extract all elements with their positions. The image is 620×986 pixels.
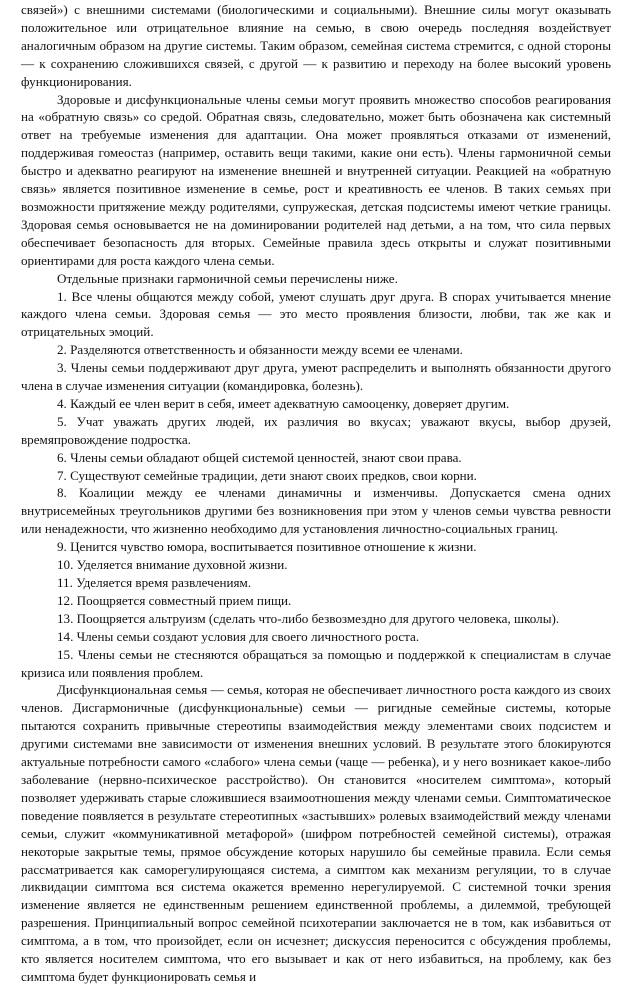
list-item-12: 12. Поощряется совместный прием пищи. bbox=[57, 592, 292, 608]
list-item-4: 4. Каждый ее член верит в себя, имеет адекватную самооценку, доверяет другим. bbox=[57, 395, 510, 411]
list-item-11: 11. Уделяется время развлечениям. bbox=[57, 575, 252, 590]
list-item-9: 9. Ценится чувство юмора, воспитывается позитивное отношение к жизни. bbox=[57, 539, 477, 555]
list-item-1: 1. Все члены общаются между собой, умеют слушать друг друга. В спорах учитывается мнение каждого члена семьи. Здоровая семья — это место проявления близости, любви, так же как и отрицательных эмоций. bbox=[21, 288, 611, 340]
paragraph-system-connections: связей») с внешними системами (биологическими и социальными). Внешние силы могут оказывать положительное или отрицательное влияние на семью, в свою очередь последняя воздействует аналогичным образом на другие системы. Таким образом, семейная система стремится, с одной стороны — к сохранению сложившихся связей, с другой — к развитию и переходу на более высокий уровень функционирования. bbox=[21, 2, 611, 89]
paragraph-dysfunctional-family: Дисфункциональная семья — семья, которая не обеспечивает личностного роста каждого из своих членов. Дисгармоничные (дисфункциональные) семьи — ригидные семейные системы, которые пытаются сохранить привычные стереотипы взаимодействия между элементами своих подсистем и другими системами вне зависимости от изменения внешних условий. В результате этого блокируются актуальные потребности самого «слабого» члена семьи (чаще — ребенка), и у него возникает какое-либо заболевание (нервно-психическое расстройство). Он становится «носителем симптома», который позволяет удерживать старые сложившиеся взаимоотношения между членами семьи. Симптоматическое поведение появляется в результате стереотипных «застывших» ролевых взаимодействий между членами семьи, служит «коммуникативной метафорой» (шифром потребностей семейной системы), отражая некоторые закрытые темы, прямое обсуждение которых нарушило бы семейные правила. Если семья рассматривается как саморегулирующаяся система, а симптом как механизм регуляции, то в случае ликвидации симптома вся система окажется временно нерегулируемой. С системной точки зрения изменение является не единственным решением единственной проблемы, а дилеммой, требующей разрешения. Принципиальный вопрос семейной психотерапии заключается не в том, как избавиться от симптома, а в том, что произойдет, если он исчезнет; дискуссия переносится с обсуждения проблемы, кто является носителем симптома, что его вызывает и как от него избавиться, на проблему, как без симптома будет функционировать семья и bbox=[21, 682, 611, 984]
list-item-3: 3. Члены семьи поддерживают друг друга, умеют распределить и выполнять обязанности другого члена в случае изменения ситуации (командировка, болезнь). bbox=[21, 360, 611, 394]
paragraph-feedback: Здоровые и дисфункциональные члены семьи могут проявить множество способов реагирования на «обратную связь» со средой. Обратная связь, следовательно, может быть обозначена как системный ответ на требуемые изменения для адаптации. Она может проявляться отказами от изменений, поддерживая гомеостаз (например, оставить вещи такими, какие они есть). Члены гармоничной семьи быстро и адекватно реагируют на изменение внешней и внутренней ситуации. Реакцией на «обратную связь» является позитивное изменение в семье, рост и креативность ее членов. В таких семьях при возможности притяжение между родителями, супружеская, детская подсистемы имеют четкие границы. Здоровая семья основывается не на доминировании родителей над детьми, а на том, что сила первых обеспечивает безопасность для вторых. Семейные правила здесь открыты и служат позитивными ориентирами для роста каждого члена семьи. bbox=[21, 91, 611, 268]
list-item-6: 6. Члены семьи обладают общей системой ценностей, знают свои права. bbox=[57, 449, 462, 465]
list-item-13: 13. Поощряется альтруизм (сделать что-либо безвозмездно для другого человека, школы). bbox=[57, 610, 560, 626]
list-item-5: 5. Учат уважать других людей, их различия во вкусах; уважают вкусы, выбор друзей, времяпровождение подростка. bbox=[21, 413, 611, 447]
list-item-10: 10. Уделяется внимание духовной жизни. bbox=[57, 557, 288, 573]
paragraph-list-intro: Отдельные признаки гармоничной семьи перечислены ниже. bbox=[57, 270, 398, 286]
list-item-15: 15. Члены семьи не стесняются обращаться за помощью и поддержкой к специалистам в случае кризиса или появления проблем. bbox=[21, 646, 611, 680]
list-item-2: 2. Разделяются ответственность и обязанности между всеми ее членами. bbox=[57, 342, 463, 358]
list-item-14: 14. Члены семьи создают условия для своего личностного роста. bbox=[57, 628, 420, 644]
list-item-8: 8. Коалиции между ее членами динамичны и изменчивы. Допускается смена одних внутрисемейных треугольников другими без возникновения при этом у членов семьи чувства ревности или ненадежности, что жизненно необходимо для установления личностно-социальных границ. bbox=[21, 485, 611, 537]
list-item-7: 7. Существуют семейные традиции, дети знают своих предков, свои корни. bbox=[57, 467, 477, 483]
